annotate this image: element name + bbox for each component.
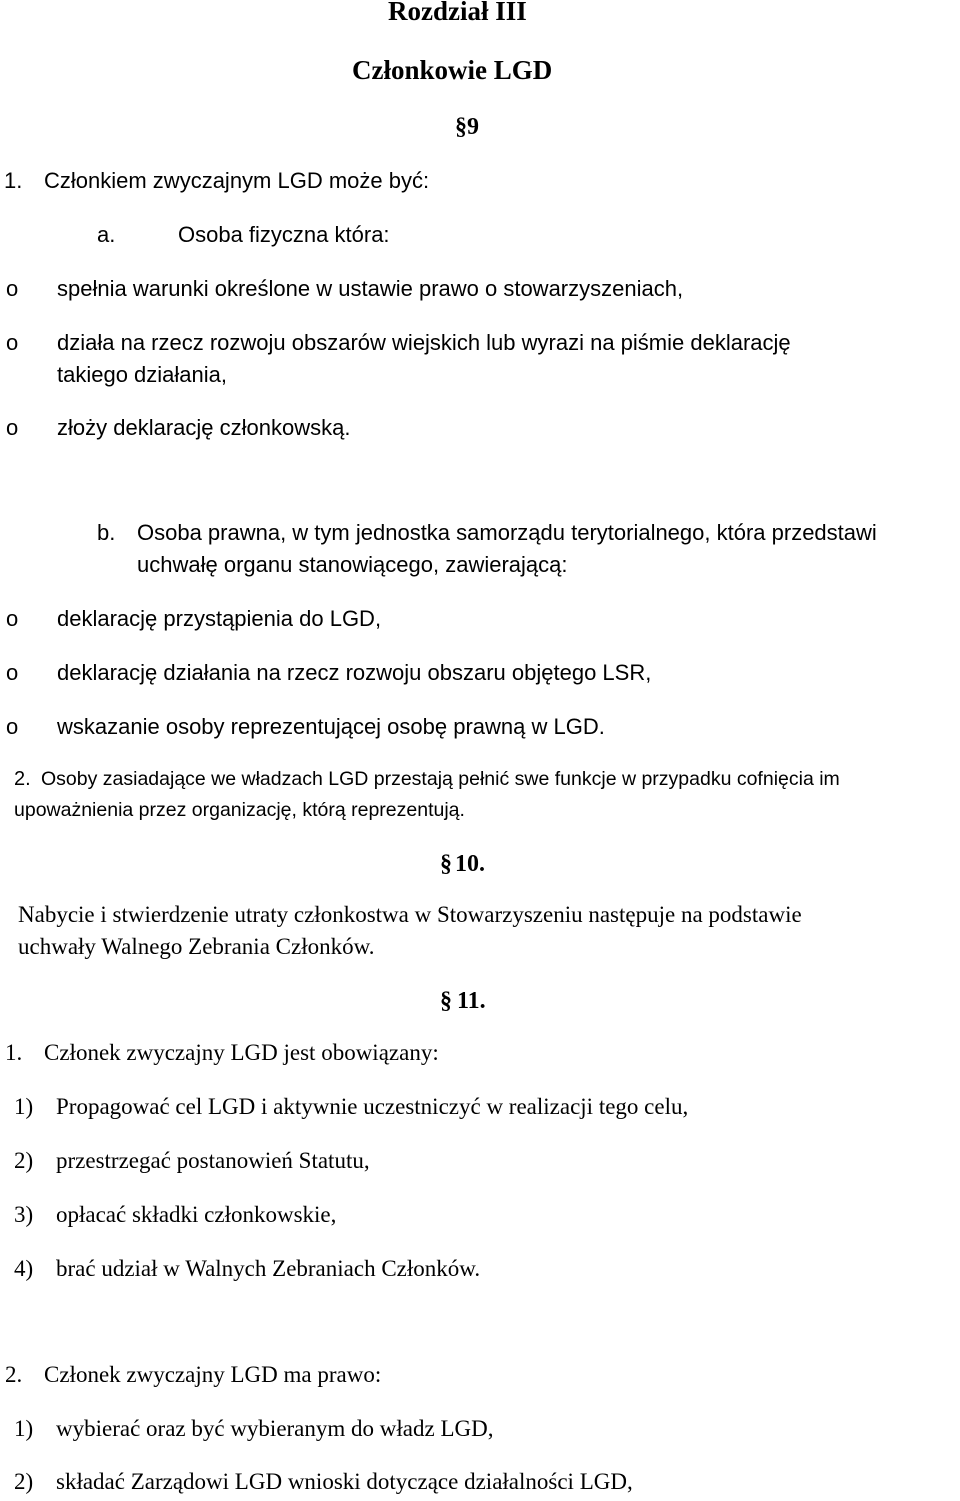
s9-p2-number: 2.: [14, 768, 31, 790]
s11-p1-number: 1.: [5, 1040, 23, 1065]
s9-a-bullet-1: spełnia warunki określone w ustawie prawo o stowarzyszeniach,: [57, 276, 684, 301]
s10-line2: uchwały Walnego Zebrania Członków.: [18, 934, 375, 959]
bullet-marker: o: [6, 606, 19, 631]
s11-p1-item-2: przestrzegać postanowień Statutu,: [56, 1148, 370, 1173]
section-sign-icon: §: [440, 851, 452, 877]
bullet-marker: o: [6, 415, 19, 440]
chapter-subtitle: Członkowie LGD: [352, 55, 553, 85]
s9-a-bullet-2-line2: takiego działania,: [57, 362, 228, 387]
list-item-number: 4): [14, 1256, 34, 1281]
s9-b-marker: b.: [97, 520, 116, 545]
s9-a-text: Osoba fizyczna która:: [178, 222, 390, 247]
s9-p2-line1: Osoby zasiadające we władzach LGD przestają pełnić swe funkcje w przypadku cofnięcia im: [41, 768, 840, 790]
section-11-heading: 11.: [457, 988, 486, 1014]
section-9-heading: §9: [455, 114, 479, 140]
bullet-marker: o: [6, 714, 19, 739]
s9-b-line2: uchwałę organu stanowiącego, zawierającą:: [137, 552, 568, 577]
s9-b-bullet-1: deklarację przystąpienia do LGD,: [57, 606, 382, 631]
bullet-marker: o: [6, 276, 19, 301]
s9-b-bullet-2: deklarację działania na rzecz rozwoju obszaru objętego LSR,: [57, 660, 652, 685]
s11-p1-item-4: brać udział w Walnych Zebraniach Członków.: [56, 1256, 481, 1281]
s9-a-marker: a.: [97, 222, 116, 247]
s9-b-line1: Osoba prawna, w tym jednostka samorządu terytorialnego, która przedstawi: [137, 520, 877, 545]
bullet-marker: o: [6, 330, 19, 355]
s11-p1-item-1: Propagować cel LGD i aktywnie uczestniczyć w realizacji tego celu,: [56, 1094, 689, 1119]
s9-p1-number: 1.: [4, 168, 23, 193]
chapter-title: Rozdział III: [388, 0, 527, 26]
s9-p2-line2: upoważnienia przez organizację, którą reprezentują.: [14, 799, 465, 821]
list-item-number: 1): [14, 1416, 34, 1441]
s10-line1: Nabycie i stwierdzenie utraty członkostwa w Stowarzyszeniu następuje na podstawie: [18, 902, 802, 927]
s11-p1-text: Członek zwyczajny LGD jest obowiązany:: [44, 1040, 439, 1065]
s9-p1-text: Członkiem zwyczajnym LGD może być:: [44, 168, 430, 193]
section-sign-icon: §: [440, 988, 452, 1014]
list-item-number: 1): [14, 1094, 34, 1119]
section-10-heading: 10.: [455, 851, 485, 877]
s9-a-bullet-2-line1: działa na rzecz rozwoju obszarów wiejskich lub wyrazi na piśmie deklarację: [57, 330, 791, 355]
list-item-number: 2): [14, 1148, 34, 1173]
bullet-marker: o: [6, 660, 19, 685]
s11-p2-text: Członek zwyczajny LGD ma prawo:: [44, 1362, 382, 1387]
s9-a-bullet-3: złoży deklarację członkowską.: [57, 415, 351, 440]
s11-p1-item-3: opłacać składki członkowskie,: [56, 1202, 337, 1227]
list-item-number: 3): [14, 1202, 34, 1227]
s11-p2-item-1: wybierać oraz być wybieranym do władz LGD,: [56, 1416, 494, 1441]
s11-p2-number: 2.: [5, 1362, 23, 1387]
list-item-number: 2): [14, 1469, 34, 1494]
s9-b-bullet-3: wskazanie osoby reprezentującej osobę prawną w LGD.: [57, 714, 605, 739]
s11-p2-item-2: składać Zarządowi LGD wnioski dotyczące działalności LGD,: [56, 1469, 633, 1494]
